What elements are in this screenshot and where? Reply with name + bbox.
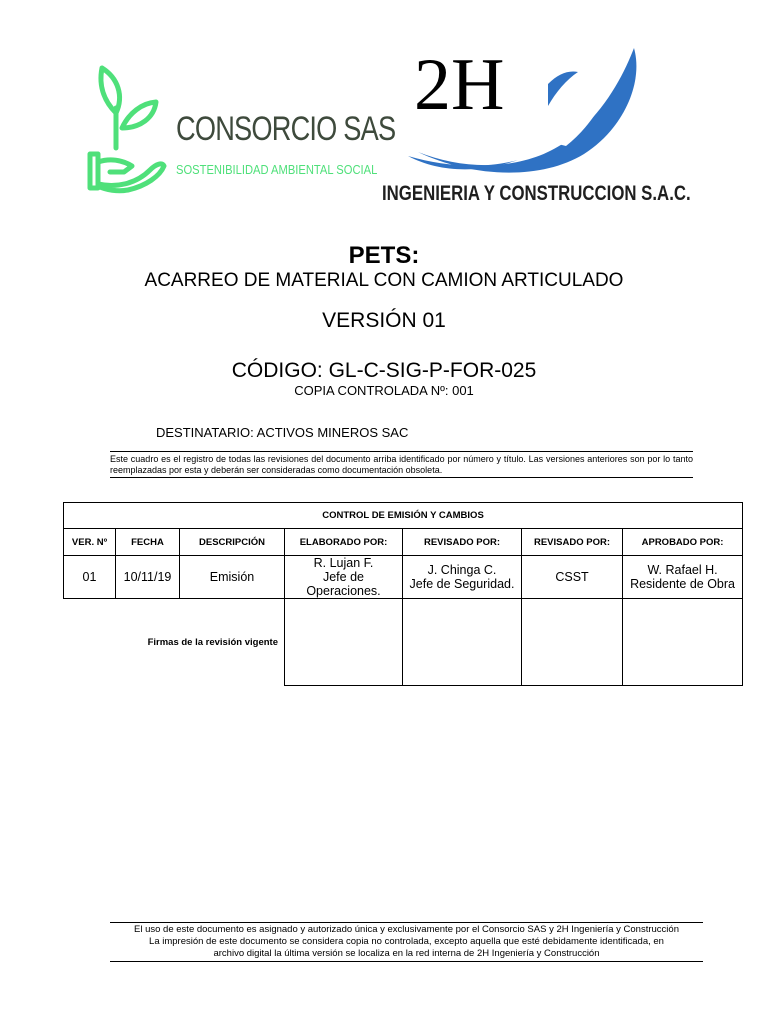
document-version: VERSIÓN 01 (322, 309, 446, 332)
document-code: CÓDIGO: GL-C-SIG-P-FOR-025 (231, 359, 537, 382)
signature-row (64, 599, 743, 686)
table-header-row (64, 529, 743, 556)
company-name: INGENIERIA Y CONSTRUCCION S.A.C. (382, 182, 691, 205)
document-subtitle: ACARREO DE MATERIAL CON CAMION ARTICULADO (144, 270, 624, 291)
signature-box-prepared (285, 599, 403, 686)
table-row (64, 556, 743, 599)
header-reviewed-by-2: REVISADO POR: (522, 529, 623, 556)
consorcio-tagline: SOSTENIBILIDAD AMBIENTAL SOCIAL (176, 162, 378, 177)
control-table (63, 502, 743, 686)
signature-box-reviewed-1 (403, 599, 522, 686)
cell-reviewed-by-2: CSST (522, 556, 623, 599)
controlled-copy-number: COPIA CONTROLADA Nº: 001 (294, 383, 474, 398)
prepared-by-role-2: Operaciones. (306, 584, 381, 598)
document-title: PETS: (348, 242, 420, 269)
company-mark: 2H (414, 44, 505, 126)
cell-ver: 01 (64, 556, 116, 599)
prepared-by-name: R. Lujan F. (313, 556, 374, 570)
cell-reviewed-by-1 (403, 556, 522, 599)
header-ver: VER. Nº (64, 529, 116, 556)
footer-disclaimer (110, 922, 703, 962)
consorcio-logo (84, 58, 396, 198)
signature-box-approved (623, 599, 743, 686)
header-description: DESCRIPCIÓN (180, 529, 285, 556)
sprout-hand-icon (84, 58, 174, 198)
header-reviewed-by-1: REVISADO POR: (403, 529, 522, 556)
cell-date: 10/11/19 (116, 556, 180, 599)
consorcio-name: CONSORCIO SAS (176, 110, 396, 148)
cell-prepared-by (285, 556, 403, 599)
blue-swoosh-icon (408, 44, 676, 184)
header-prepared-by: ELABORADO POR: (285, 529, 403, 556)
reviewed-by-1-role: Jefe de Seguridad. (409, 577, 515, 591)
footer-line-2: La impresión de este documento se considera copia no controlada, excepto aquella que esté debidamente identificada, en (149, 936, 664, 947)
header-date: FECHA (116, 529, 180, 556)
signature-box-reviewed-2 (522, 599, 623, 686)
prepared-by-role-1: Jefe de (322, 570, 364, 584)
footer-line-1: El uso de este documento es asignado y autorizado única y exclusivamente por el Consorcio SAS y 2H Ingeniería y Construcción (134, 924, 679, 935)
signatures-label: Firmas de la revisión vigente (147, 636, 278, 648)
revision-notice: Este cuadro es el registro de todas las revisiones del documento arriba identificado por número y título. Las versiones anteriores son por lo tanto reemplazadas por esta y deberán ser consideradas como documentación obsoleta. (110, 451, 693, 478)
approved-by-name: W. Rafael H. (647, 563, 718, 577)
cell-description: Emisión (180, 556, 285, 599)
header-approved-by: APROBADO POR: (623, 529, 743, 556)
approved-by-role: Residente de Obra (630, 577, 735, 591)
footer-line-3: archivo digital la última versión se localiza en la red interna de 2H Ingeniería y Construcción (213, 948, 600, 959)
company-logo (382, 44, 691, 212)
cell-approved-by (623, 556, 743, 599)
recipient: DESTINATARIO: ACTIVOS MINEROS SAC (156, 425, 409, 440)
reviewed-by-1-name: J. Chinga C. (427, 563, 497, 577)
table-title: CONTROL DE EMISIÓN Y CAMBIOS (64, 503, 743, 529)
